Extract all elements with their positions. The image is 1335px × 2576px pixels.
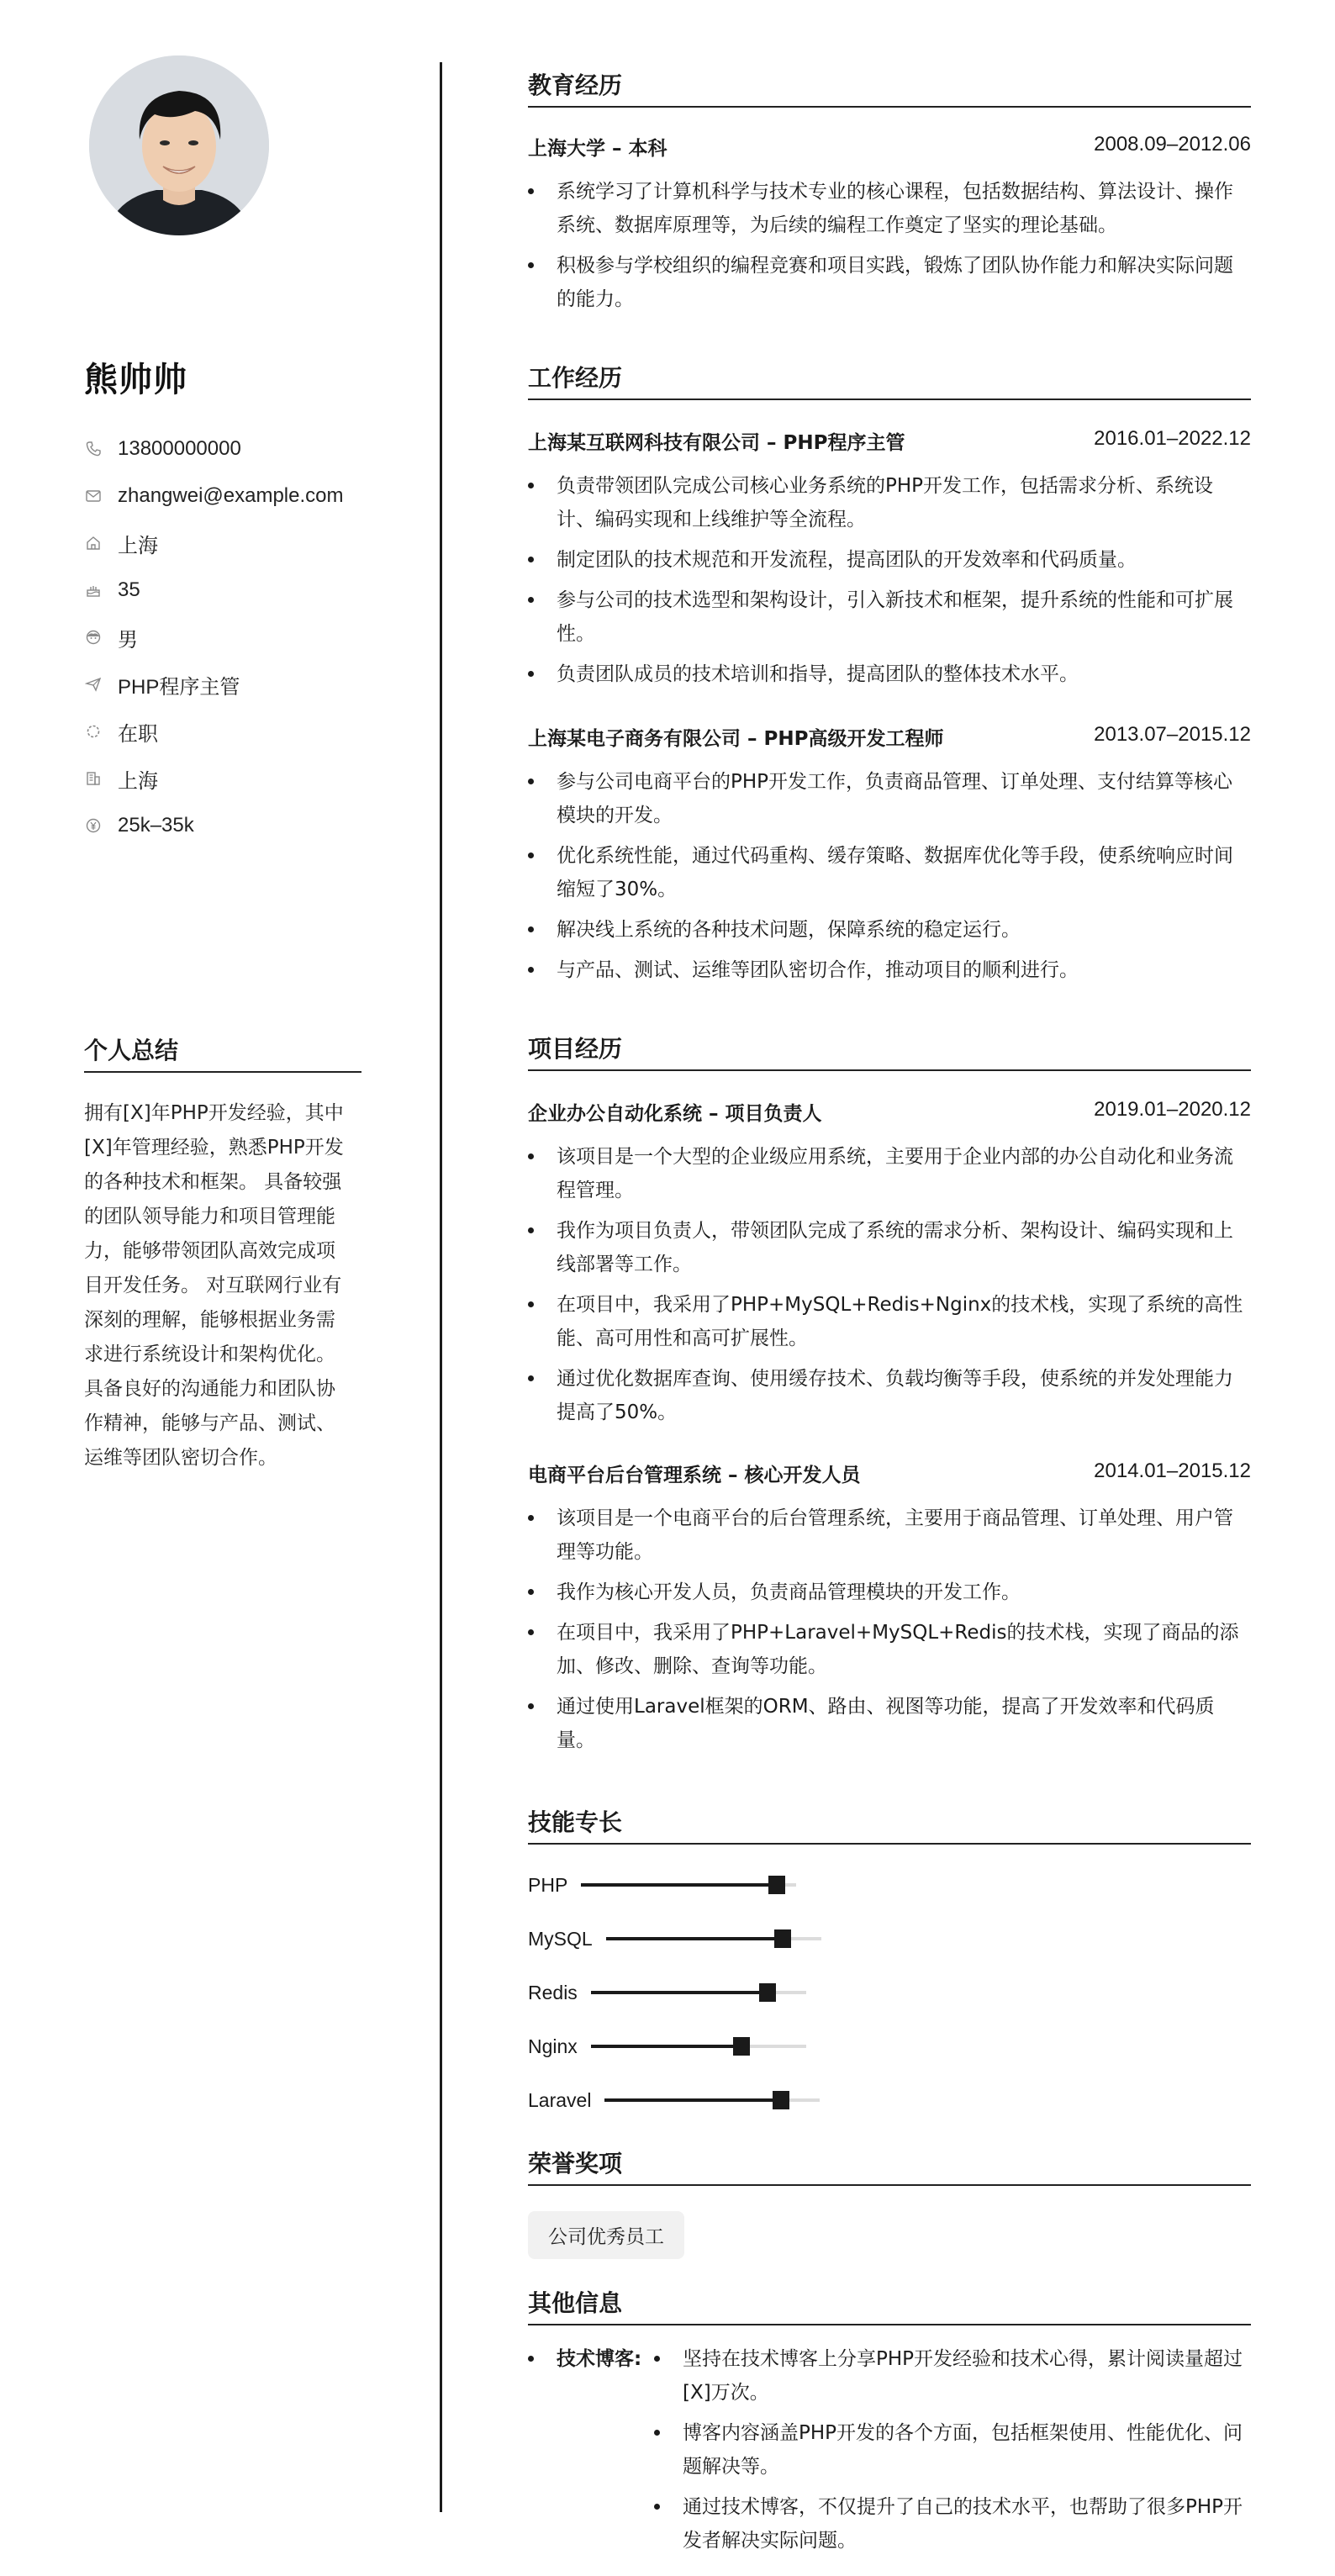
salary-icon bbox=[84, 816, 103, 835]
avatar-portrait-image bbox=[89, 55, 269, 235]
projects-title: 项目经历 bbox=[528, 1031, 1251, 1071]
skill-bar-fill bbox=[604, 2098, 781, 2102]
list-item: 博客内容涵盖PHP开发的各个方面，包括框架使用、性能优化、问题解决等。 bbox=[654, 2416, 1251, 2484]
list-item: 该项目是一个电商平台的后台管理系统，主要用于商品管理、订单处理、用户管理等功能。 bbox=[528, 1502, 1251, 1569]
list-item: 负责带领团队完成公司核心业务系统的PHP开发工作，包括需求分析、系统设计、编码实现和上线维护等全流程。 bbox=[528, 469, 1251, 536]
info-city bbox=[84, 755, 361, 802]
list-item: 通过优化数据库查询、使用缓存技术、负载均衡等手段，使系统的并发处理能力提高了50%。 bbox=[528, 1362, 1251, 1429]
project-entry-2-heading: 电商平台后台管理系统 – 核心开发人员 bbox=[528, 1465, 861, 1486]
list-item: 制定团队的技术规范和开发流程，提高团队的开发效率和代码质量。 bbox=[528, 543, 1251, 577]
skill-bar-fill bbox=[606, 1937, 783, 1940]
skills-title: 技能专长 bbox=[528, 1804, 1251, 1845]
status-icon bbox=[84, 722, 103, 741]
list-item: 在项目中，我采用了PHP+MySQL+Redis+Nginx的技术栈，实现了系统的高性能、高可用性和高可扩展性。 bbox=[528, 1288, 1251, 1355]
list-item: 解决线上系统的各种技术问题，保障系统的稳定运行。 bbox=[528, 913, 1251, 947]
work-entry-2-bullets bbox=[528, 765, 1251, 994]
skill-bar bbox=[606, 1937, 821, 1940]
info-position bbox=[84, 661, 361, 708]
skill-bar-handle bbox=[759, 1983, 776, 2002]
education-title: 教育经历 bbox=[528, 67, 1251, 108]
info-age-text: 35 bbox=[118, 578, 140, 601]
info-gender bbox=[84, 614, 361, 661]
skill-row-mysql bbox=[528, 1922, 821, 1956]
other-info-bullets bbox=[654, 2342, 1251, 2564]
info-status-text: 在职 bbox=[118, 722, 158, 746]
info-status bbox=[84, 708, 361, 755]
work-entry-1-date: 2016.01–2022.12 bbox=[1094, 427, 1251, 450]
project-entry-1-head bbox=[528, 1098, 1251, 1126]
project-entry-1-bullets bbox=[528, 1140, 1251, 1436]
skill-row-nginx bbox=[528, 2030, 806, 2063]
info-salary bbox=[84, 802, 361, 849]
other-info-row bbox=[528, 2342, 1251, 2564]
skill-bar bbox=[591, 1991, 806, 1994]
summary-text: 拥有[X]年PHP开发经验，其中 [X]年管理经验，熟悉PHP开发 的各种技术和框架。 具备较强 的团队领导能力和项目管理能 力，能够带领团队高效完成项 目开发任务。 对互联网行业有 深刻的理解，能够根据业务需 求进行系统设计和架构优化。 具备良好的沟通能力和团队协 作精神，能够与产品、测试、 运维等团队密切合作。 bbox=[84, 1102, 344, 1469]
info-phone-text: 13800000000 bbox=[118, 437, 241, 460]
work-entry-1-bullets bbox=[528, 469, 1251, 698]
list-item: 优化系统性能，通过代码重构、缓存策略、数据库优化等手段，使系统响应时间缩短了30%。 bbox=[528, 839, 1251, 906]
avatar bbox=[89, 55, 269, 235]
work-title: 工作经历 bbox=[528, 360, 1251, 400]
info-email bbox=[84, 472, 361, 520]
skill-bar bbox=[581, 1883, 796, 1887]
list-item: 负责团队成员的技术培训和指导，提高团队的整体技术水平。 bbox=[528, 657, 1251, 691]
other-info-key: 技术博客: bbox=[528, 2342, 654, 2564]
column-divider bbox=[440, 62, 442, 2512]
info-location-text: 上海 bbox=[118, 534, 158, 557]
summary-section bbox=[84, 1032, 361, 1475]
work-entry-2-date: 2013.07–2015.12 bbox=[1094, 723, 1251, 746]
other-info bbox=[528, 2342, 1251, 2564]
project-entry-2-head bbox=[528, 1460, 1251, 1487]
info-gender-text: 男 bbox=[118, 628, 138, 652]
skill-row-php bbox=[528, 1868, 796, 1902]
info-email-text: zhangwei@example.com bbox=[118, 484, 344, 507]
list-item: 系统学习了计算机科学与技术专业的核心课程，包括数据结构、算法设计、操作系统、数据库原理等，为后续的编程工作奠定了坚实的理论基础。 bbox=[528, 175, 1251, 242]
skill-bar-fill bbox=[591, 2045, 741, 2048]
education-date: 2008.09–2012.06 bbox=[1094, 133, 1251, 156]
skill-bar-fill bbox=[591, 1991, 768, 1994]
list-item: 坚持在技术博客上分享PHP开发经验和技术心得，累计阅读量超过[X]万次。 bbox=[654, 2342, 1251, 2410]
skill-bar-handle bbox=[733, 2037, 750, 2056]
cake-icon bbox=[84, 581, 103, 599]
gender-icon bbox=[84, 628, 103, 647]
awards-title: 荣誉奖项 bbox=[528, 2146, 1251, 2186]
skill-label: PHP bbox=[528, 1873, 568, 1896]
list-item: 通过技术博客，不仅提升了自己的技术水平，也帮助了很多PHP开发者解决实际问题。 bbox=[654, 2490, 1251, 2558]
skill-label: Laravel bbox=[528, 2088, 592, 2111]
skill-bar-handle bbox=[773, 2091, 789, 2109]
info-position-text: PHP程序主管 bbox=[118, 675, 240, 699]
project-entry-2-bullets bbox=[528, 1502, 1251, 1764]
candidate-name: 熊帅帅 bbox=[84, 361, 187, 399]
project-entry-1-heading: 企业办公自动化系统 – 项目负责人 bbox=[528, 1103, 822, 1125]
info-age bbox=[84, 567, 361, 614]
building-icon bbox=[84, 769, 103, 788]
home-icon bbox=[84, 534, 103, 552]
info-phone bbox=[84, 425, 361, 472]
skill-row-laravel bbox=[528, 2083, 820, 2117]
work-entry-1-head bbox=[528, 427, 1251, 455]
education-entry-head bbox=[528, 133, 1251, 161]
skill-bar bbox=[591, 2045, 806, 2048]
skill-bar-fill bbox=[581, 1883, 777, 1887]
info-city-text: 上海 bbox=[118, 769, 158, 793]
mail-icon bbox=[84, 487, 103, 505]
skill-bar-handle bbox=[774, 1929, 791, 1948]
work-entry-1-heading: 上海某互联网科技有限公司 – PHP程序主管 bbox=[528, 432, 905, 454]
other-title: 其他信息 bbox=[528, 2285, 1251, 2325]
skill-bar bbox=[604, 2098, 820, 2102]
education-bullets bbox=[528, 175, 1251, 323]
award-tag: 公司优秀员工 bbox=[528, 2211, 684, 2259]
project-entry-1-date: 2019.01–2020.12 bbox=[1094, 1098, 1251, 1121]
list-item: 该项目是一个大型的企业级应用系统，主要用于企业内部的办公自动化和业务流程管理。 bbox=[528, 1140, 1251, 1207]
project-entry-2-date: 2014.01–2015.12 bbox=[1094, 1460, 1251, 1482]
list-item: 与产品、测试、运维等团队密切合作，推动项目的顺利进行。 bbox=[528, 953, 1251, 987]
list-item: 参与公司电商平台的PHP开发工作，负责商品管理、订单处理、支付结算等核心模块的开发。 bbox=[528, 765, 1251, 832]
contact-info-list bbox=[84, 425, 361, 849]
work-entry-2-heading: 上海某电子商务有限公司 – PHP高级开发工程师 bbox=[528, 728, 944, 750]
list-item: 我作为项目负责人，带领团队完成了系统的需求分析、架构设计、编码实现和上线部署等工作。 bbox=[528, 1214, 1251, 1281]
skill-label: MySQL bbox=[528, 1927, 593, 1950]
phone-icon bbox=[84, 440, 103, 458]
summary-title: 个人总结 bbox=[84, 1032, 361, 1073]
work-entry-2-head bbox=[528, 723, 1251, 751]
list-item: 通过使用Laravel框架的ORM、路由、视图等功能，提高了开发效率和代码质量。 bbox=[528, 1690, 1251, 1757]
list-item: 在项目中，我采用了PHP+Laravel+MySQL+Redis的技术栈，实现了商品的添加、修改、删除、查询等功能。 bbox=[528, 1616, 1251, 1683]
info-salary-text: 25k–35k bbox=[118, 814, 194, 837]
list-item: 参与公司的技术选型和架构设计，引入新技术和框架，提升系统的性能和可扩展性。 bbox=[528, 583, 1251, 651]
list-item: 积极参与学校组织的编程竞赛和项目实践，锻炼了团队协作能力和解决实际问题的能力。 bbox=[528, 249, 1251, 316]
education-heading: 上海大学 – 本科 bbox=[528, 138, 668, 160]
skill-label: Nginx bbox=[528, 2035, 578, 2057]
list-item: 我作为核心开发人员，负责商品管理模块的开发工作。 bbox=[528, 1576, 1251, 1609]
skill-row-redis bbox=[528, 1976, 806, 2009]
info-location bbox=[84, 520, 361, 567]
skill-bar-handle bbox=[768, 1876, 785, 1894]
skill-label: Redis bbox=[528, 1981, 578, 2003]
send-icon bbox=[84, 675, 103, 694]
